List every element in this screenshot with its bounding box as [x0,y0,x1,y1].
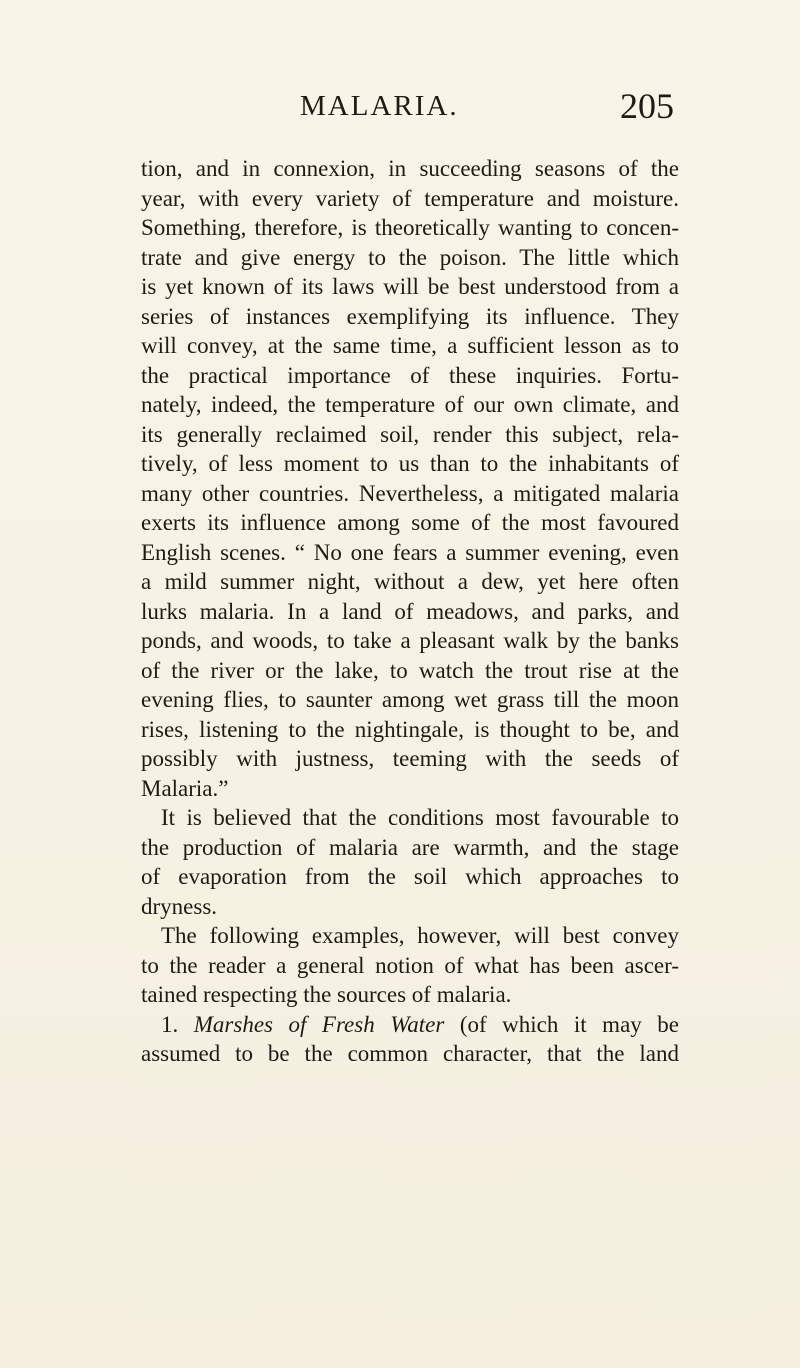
page-number: 205 [620,86,674,126]
list-number: 1. [161,1011,179,1037]
text-line: The following examples, however, will best convey [161,923,679,948]
text-line: series of instances exemplifying its influence. They [141,303,679,329]
body-text [141,154,679,1069]
text-line: possibly with justness, teeming with the seeds of [141,746,679,771]
text-line: tained respecting the sources of malaria. [141,982,512,1007]
page-header [0,86,800,140]
text-line: lurks malaria. In a land of meadows, and parks, and [141,598,679,624]
text-line: year, with every variety of temperature and moisture. [141,185,679,211]
text-line: It is believed that the conditions most favourable to [161,805,679,830]
text-line: exerts its influence among some of the most favoured [141,510,679,535]
text-fragment: (of which it may be [459,1011,680,1037]
text-line-marshes [141,1010,679,1040]
text-line: Malaria.” [141,775,229,801]
text-line: many other countries. Nevertheless, a mitigated malaria [141,480,679,506]
text-line: trate and give energy to the poison. The little which [141,244,679,270]
text-line: evening flies, to saunter among wet grass till the moon [141,687,679,712]
text-line: tion, and in connexion, in succeeding seasons of the [141,156,679,181]
text-line: tively, of less moment to us than to the inhabitants of [141,451,679,476]
text-line: rises, listening to the nightingale, is thought to be, and [141,716,679,742]
text-line: dryness. [141,893,218,919]
text-line: of the river or the lake, to watch the trout rise at the [141,657,679,683]
text-line: will convey, at the same time, a sufficient lesson as to [141,333,679,358]
text-line: the practical importance of these inquiries. Fortu- [141,362,679,388]
text-line: Something, therefore, is theoretically wanting to concen- [141,215,679,240]
text-line: to the reader a general notion of what has been ascer- [141,952,679,978]
text-line: is yet known of its laws will be best understood from a [141,274,679,299]
running-head: MALARIA. [300,90,459,122]
section-heading-italic: Marshes of Fresh Water [193,1011,445,1037]
text-line: of evaporation from the soil which approaches to [141,864,679,889]
text-line: its generally reclaimed soil, render this subject, rela- [141,421,679,447]
text-line: the production of malaria are warmth, and the stage [141,834,679,860]
text-line: ponds, and woods, to take a pleasant walk by the banks [141,628,679,653]
text-line: assumed to be the common character, that the land [141,1041,679,1066]
text-line: nately, indeed, the temperature of our own climate, and [141,392,679,417]
text-line: English scenes. “ No one fears a summer evening, even [141,539,679,565]
text-line: a mild summer night, without a dew, yet here often [141,569,679,594]
